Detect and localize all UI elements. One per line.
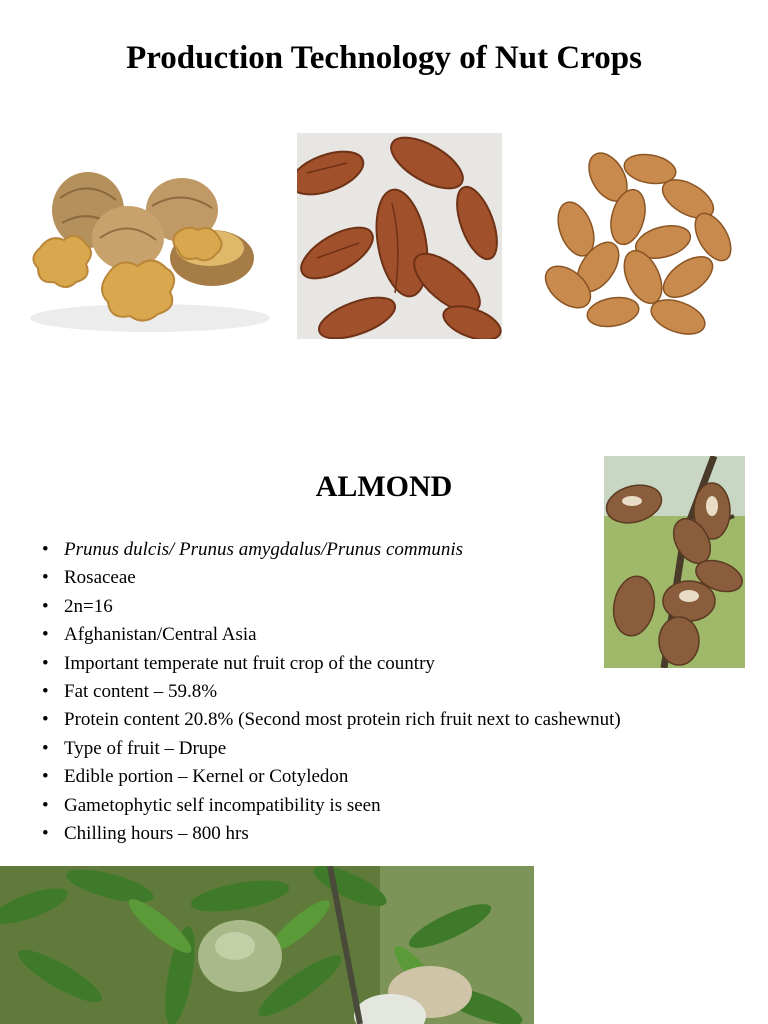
- almond-facts-list: [40, 536, 621, 848]
- list-item: • Important temperate nut fruit crop of the country: [40, 650, 621, 678]
- almond-branch-image: [604, 456, 745, 668]
- almond-tree-image: [0, 866, 534, 1024]
- list-item: • Edible portion – Kernel or Cotyledon: [40, 763, 621, 791]
- list-item: • Gametophytic self incompatibility is seen: [40, 792, 621, 820]
- list-item: • Fat content – 59.8%: [40, 678, 621, 706]
- list-item: • Protein content 20.8% (Second most protein rich fruit next to cashewnut): [40, 706, 621, 734]
- almonds-image: [528, 137, 750, 351]
- pecans-image: [297, 133, 502, 339]
- list-item: • 2n=16: [40, 593, 621, 621]
- walnuts-image: [0, 88, 288, 378]
- list-item: • Rosaceae: [40, 564, 621, 592]
- page-title: Production Technology of Nut Crops: [126, 40, 642, 76]
- section-title: ALMOND: [315, 470, 453, 503]
- list-item: • Chilling hours – 800 hrs: [40, 820, 621, 848]
- list-item: • Afghanistan/Central Asia: [40, 621, 621, 649]
- list-item: • Type of fruit – Drupe: [40, 735, 621, 763]
- list-item: • Prunus dulcis/ Prunus amygdalus/Prunus communis: [40, 536, 621, 564]
